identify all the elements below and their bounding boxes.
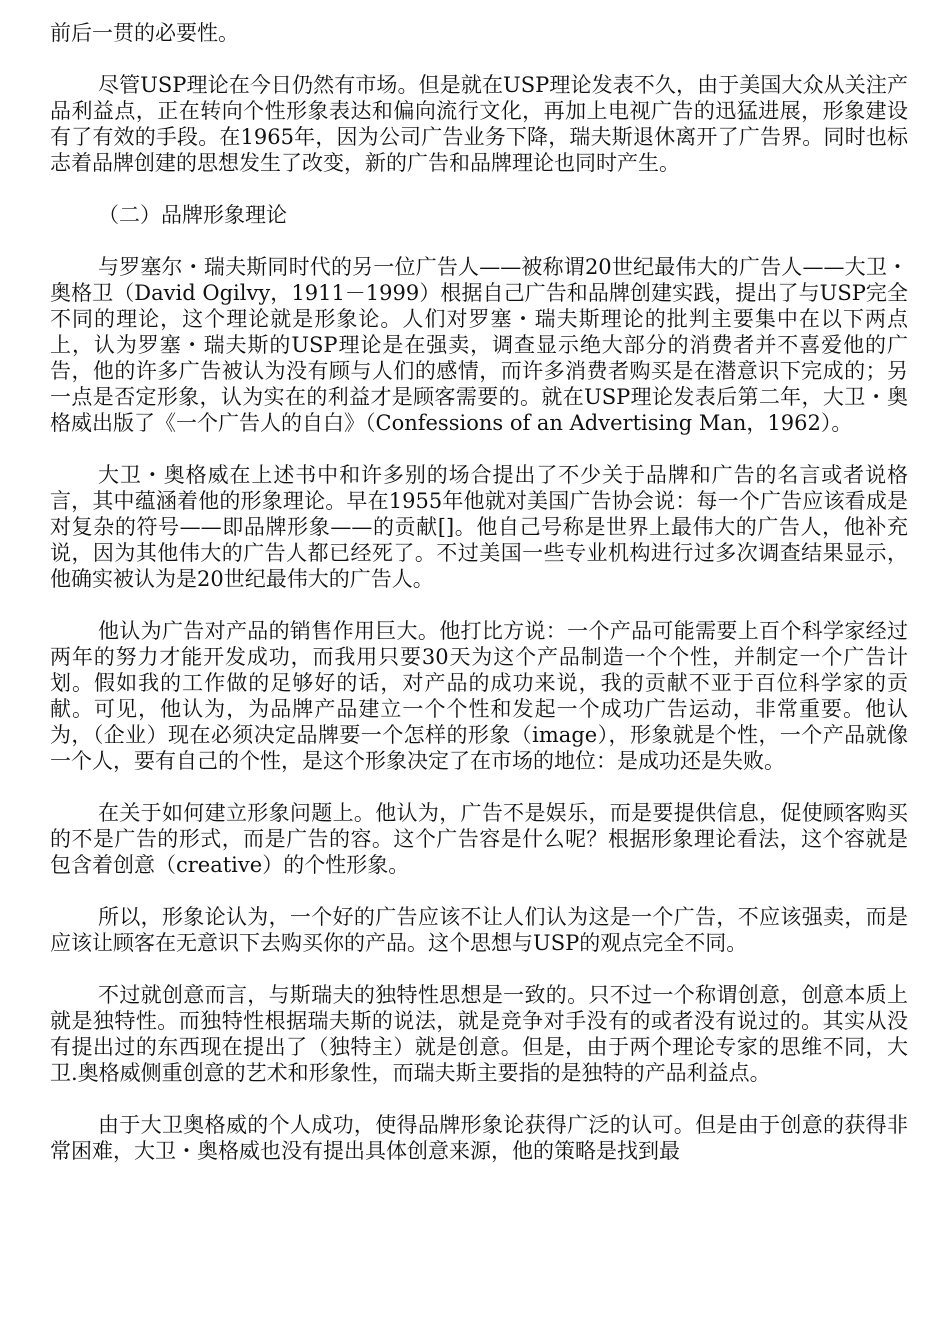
paragraph-ogilvy-success: 由于大卫奥格威的个人成功，使得品牌形象论获得广泛的认可。但是由于创意的获得非常困难，大卫・奥格威也没有提出具体创意来源，他的策略是找到最 [50,1113,908,1163]
paragraph-creativity: 不过就创意而言，与斯瑞夫的独特性思想是一致的。只不过一个称谓创意，创意本质上就是独特性。而独特性根据瑞夫斯的说法，就是竞争对手没有的或者没有说过的。其实从没有提出过的东西现在提出了（独特主）就是创意。但是，由于两个理论专家的思维不同，大卫.奥格威侧重创意的艺术和形象性，而瑞夫斯主要指的是独特的产品利益点。 [50,983,908,1085]
section-heading: （二）品牌形象理论 [98,203,287,227]
paragraph-ogilvy-intro: 与罗塞尔・瑞夫斯同时代的另一位广告人——被称谓20世纪最伟大的广告人——大卫・奥格卫（David Ogilvy，1911－1999）根据自己广告和品牌创建实践，提出了与USP完全不同的理论，这个理论就是形象论。人们对罗塞・瑞夫斯理论的批判主要集中在以下两点上，认为罗塞・瑞夫斯的USP理论是在强卖，调查显示绝大部分的消费者并不喜爱他的广告，他的许多广告被认为没有顾与人们的感情，而许多消费者购买是在潜意识下完成的；另一点是否定形象，认为实在的利益才是顾客需要的。就在USP理论发表后第二年，大卫・奥格威出版了《一个广告人的自白》（Confessions of an Advertising Man，1962）。 [50,255,908,435]
paragraph-advertising-effect: 他认为广告对产品的销售作用巨大。他打比方说：一个产品可能需要上百个科学家经过两年的努力才能开发成功，而我用只要30天为这个产品制造一个个性，并制定一个广告计划。假如我的工作做的足够好的话，对产品的成功来说，我的贡献不亚于百位科学家的贡献。可见，他认为，为品牌产品建立一个个性和发起一个成功广告运动，非常重要。他认为，（企业）现在必须决定品牌要一个怎样的形象（image），形象就是个性，一个产品就像一个人，要有自己的个性，是这个形象决定了在市场的地位：是成功还是失败。 [50,619,908,773]
paragraph-continuation: 前后一贯的必要性。 [50,21,239,45]
paragraph-image-theory: 所以，形象论认为，一个好的广告应该不让人们认为这是一个广告，不应该强卖，而是应该让顾客在无意识下去购买你的产品。这个思想与USP的观点完全不同。 [50,905,908,955]
paragraph-usp-decline: 尽管USP理论在今日仍然有市场。但是就在USP理论发表不久，由于美国大众从关注产品利益点，正在转向个性形象表达和偏向流行文化，再加上电视广告的迅猛进展，形象建设有了有效的手段。在1965年，因为公司广告业务下降，瑞夫斯退休离开了广告界。同时也标志着品牌创建的思想发生了改变，新的广告和品牌理论也同时产生。 [50,73,908,175]
paragraph-image-building: 在关于如何建立形象问题上。他认为，广告不是娱乐，而是要提供信息，促使顾客购买的不是广告的形式，而是广告的容。这个广告容是什么呢？根据形象理论看法，这个容就是包含着创意（creative）的个性形象。 [50,801,908,877]
paragraph-ogilvy-quotes: 大卫・奥格威在上述书中和许多别的场合提出了不少关于品牌和广告的名言或者说格言，其中蕴涵着他的形象理论。早在1955年他就对美国广告协会说：每一个广告应该看成是对复杂的符号——即品牌形象——的贡献[]。他自己号称是世界上最伟大的广告人，他补充说，因为其他伟大的广告人都已经死了。不过美国一些专业机构进行过多次调查结果显示，他确实被认为是20世纪最伟大的广告人。 [50,463,908,591]
document-page [50,20,908,1164]
